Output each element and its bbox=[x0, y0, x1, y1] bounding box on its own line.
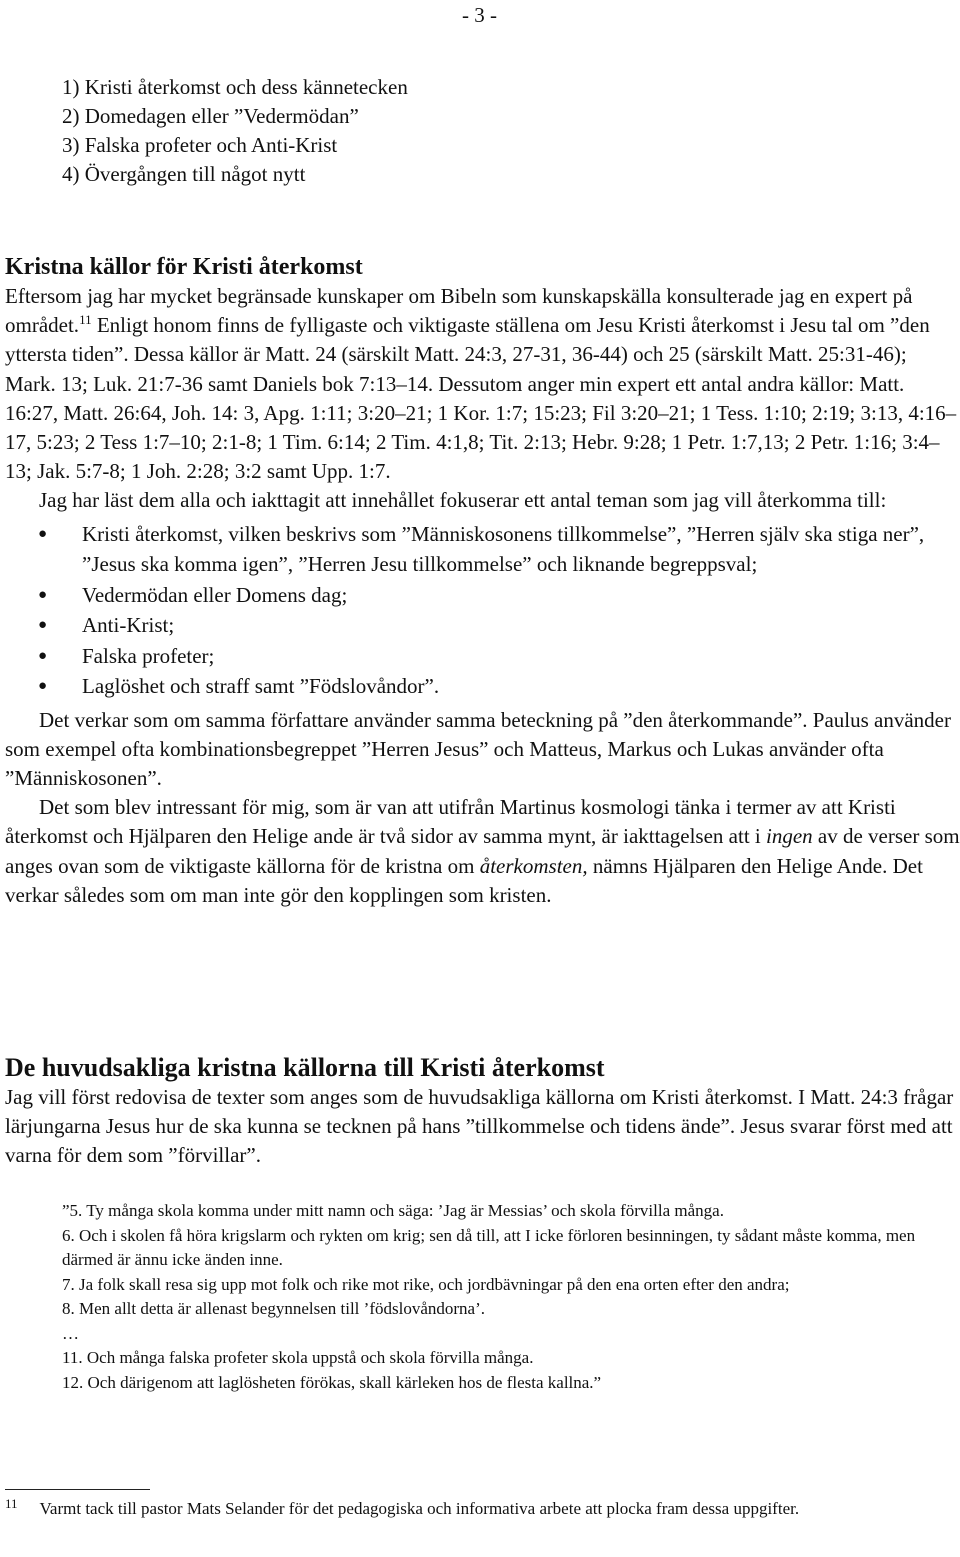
list-item: ● Vedermödan eller Domens dag; bbox=[5, 580, 960, 611]
emphasis: ingen bbox=[765, 824, 813, 849]
topic-item: 4) Övergången till något nytt bbox=[62, 162, 306, 186]
quote-verse: 8. Men allt detta är allenast begynnelsen till ’födslovåndorna’. bbox=[62, 1299, 485, 1318]
paragraph-text: Det som blev intressant för mig, som är van att utifrån Martinus kosmologi tänka i termer av att Kristi återkomst och Hjälparen den Helige ande är två sidor av samma mynt, är iakttagelsen att i bbox=[5, 795, 896, 849]
page-number: - 3 - bbox=[462, 3, 497, 27]
footnote-reference[interactable]: 11 bbox=[79, 312, 92, 328]
paragraph-text: nämns Hjälparen den Helige Ande. Det verkar således som om man inte gör den kopplingen som kristen. bbox=[5, 853, 923, 907]
paragraph: Jag har läst dem alla och iakttagit att innehållet fokuserar ett antal teman som jag vill återkomma till: bbox=[39, 488, 887, 513]
section-body-sources bbox=[5, 282, 960, 910]
list-item: ● Anti-Krist; bbox=[5, 610, 960, 641]
paragraph-text: Enligt honom finns de fylligaste och viktigaste ställena om Jesu Kristi återkomst i Jesu tal om ”den yttersta tiden”. Dessa källor är Matt. 24 (särskilt Matt. 24:3, 27-31, 36-44) och 25 (särskilt Matt. 25:31-46); Mark. 13; Luk. 21:7-36 samt Daniels bok 7:13–14. Dessutom anger min expert ett antal andra källor: Matt. 16:27, Matt. 26:64, Joh. 14: 3, Apg. 1:11; 3:20–21; 1 Kor. 1:7; 15:23; Fil 3:20–21; 1 Tess. 1:10; 2:19; 3:13, 4:16–17, 5:23; 2 Tess 1:7–10; 2:1-8; 1 Tim. 6:14; 2 Tim. 4:1,8; Tit. 2:13; Hebr. 9:28; 1 Petr. 1:7,13; 2 Petr. 1:16; 3:4–13; Jak. 5:7-8; 1 Joh. 2:28; 3:2 samt Upp. 1:7. bbox=[5, 313, 957, 484]
bible-quote bbox=[62, 1199, 960, 1395]
paragraph: Det verkar som om samma författare använder samma beteckning på ”den återkommande”. Paulus använder som exempel ofta kombinationsbegreppet ”Herren Jesus” och Matteus, Markus och Lukas använder ofta ”Människosonen”. bbox=[5, 707, 951, 791]
paragraph bbox=[5, 282, 960, 486]
quote-verse: 11. Och många falska profeter skola uppstå och skola förvilla många. bbox=[62, 1348, 534, 1367]
footnote bbox=[5, 1497, 945, 1521]
list-item: ● Laglöshet och straff samt ”Födslovåndor”. bbox=[5, 671, 960, 702]
quote-verse: 6. Och i skolen få höra krigslarm och rykten om krig; sen då till, att I icke förloren besinningen, ty sådant måste komma, men därmed är ännu icke änden inne. bbox=[62, 1225, 916, 1269]
section-heading-main-sources: De huvudsakliga kristna källorna till Kristi återkomst bbox=[5, 1053, 605, 1082]
footnote-divider bbox=[5, 1489, 150, 1490]
paragraph bbox=[5, 793, 960, 910]
paragraph-text: av de verser som anges ovan som de viktigaste källorna för de kristna om bbox=[5, 824, 960, 878]
quote-verse: 7. Ja folk skall resa sig upp mot folk och rike mot rike, och jordbävningar på den ena orten efter den andra; bbox=[62, 1274, 790, 1294]
quote-ellipsis: … bbox=[62, 1323, 79, 1343]
quote-verse: 12. Och därigenom att laglösheten förökas, skall kärleken hos de flesta kallna.” bbox=[62, 1372, 602, 1392]
section-body-main-sources bbox=[5, 1083, 960, 1171]
list-item: ● Kristi återkomst, vilken beskrivs som ”Människosonens tillkommelse”, ”Herren själv ska stiga ner”, ”Jesus ska komma igen”, ”Herren Jesu tillkommelse” och liknande begreppsval; bbox=[5, 519, 960, 580]
emphasis: återkomsten, bbox=[479, 853, 588, 878]
topic-list bbox=[62, 73, 408, 189]
footnote-mark: 11 bbox=[5, 1496, 18, 1511]
paragraph-text: Eftersom jag har mycket begränsade kunskaper om Bibeln som kunskapskälla konsulterade jag en expert på området. bbox=[5, 284, 913, 338]
list-item: ● Falska profeter; bbox=[5, 641, 960, 672]
theme-list bbox=[5, 519, 960, 702]
topic-item: 3) Falska profeter och Anti-Krist bbox=[62, 133, 338, 157]
paragraph: Jag vill först redovisa de texter som anges som de huvudsakliga källorna om Kristi återkomst. I Matt. 24:3 frågar lärjungarna Jesus hur de ska kunna se tecknen på hans ”tillkommelse och tidens ände”. Jesus svarar först med att varna för dem som ”förvillar”. bbox=[5, 1085, 954, 1168]
footnote-text: Varmt tack till pastor Mats Selander för det pedagogiska och informativa arbete att plocka fram dessa uppgifter. bbox=[39, 1499, 800, 1518]
section-heading-sources: Kristna källor för Kristi återkomst bbox=[5, 254, 363, 280]
topic-item: 1) Kristi återkomst och dess kännetecken bbox=[62, 75, 408, 99]
topic-item: 2) Domedagen eller ”Vedermödan” bbox=[62, 104, 359, 128]
quote-verse: ”5. Ty många skola komma under mitt namn och säga: ’Jag är Messias’ och skola förvilla många. bbox=[62, 1201, 724, 1220]
